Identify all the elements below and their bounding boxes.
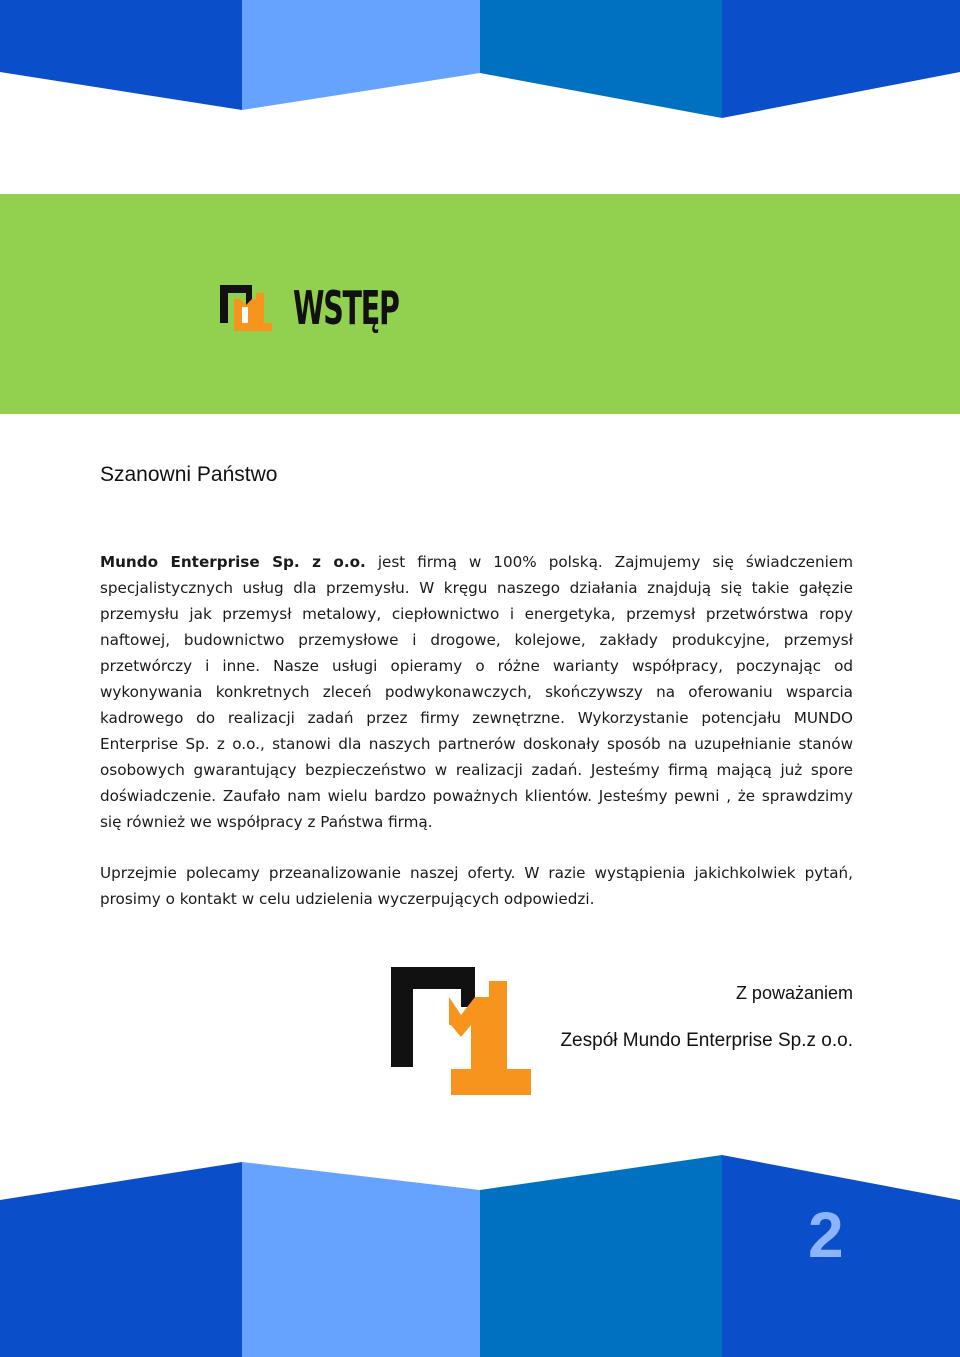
top-decorative-band <box>0 0 960 150</box>
main-paragraph-text: jest firmą w 100% polską. Zajmujemy się świadczeniem specjalistycznych usług dla przemysłu. W kręgu naszego działania znajdują się takie gałęzie przemysłu jak przemysł metalowy, ciepłownictwo i energetyka, przemysł przetwórstwa ropy naftowej, budownictwo przemysłowe i drogowe, kolejowe, zakłady produkcyjne, przemysł przetwórczy i inne. Nasze usługi opieramy o różne warianty współpracy, poczynając od wykonywania konkretnych zleceń podwykonawczych, skończywszy na oferowaniu wsparcia kadrowego do realizacji zadań przez firmy zewnętrzne. Wykorzystanie potencjału MUNDO Enterprise Sp. z o.o., stanowi dla naszych partnerów doskonały sposób na uzupełnianie stanów osobowych gwarantujący bezpieczeństwo w realizacji zadań. Jesteśmy firmą mającą już spore doświadczenie. Zaufało nam wielu bardzo poważnych klientów. Jesteśmy pewni , że sprawdzimy się również we współpracy z Państwa firmą. <box>100 553 853 831</box>
company-logo-large-icon <box>391 967 531 1095</box>
bottom-band-left-segment <box>0 1162 242 1357</box>
letter-closing: Z poważaniem <box>735 983 853 1003</box>
bottom-band-center-right-segment <box>480 1155 722 1357</box>
top-band-left-segment <box>0 0 242 110</box>
letter-main-paragraph <box>100 549 853 835</box>
top-band-center-left-segment <box>242 0 480 110</box>
top-band-center-right-segment <box>480 0 722 118</box>
section-title: WSTĘP <box>293 281 399 335</box>
letter-signature: Zespół Mundo Enterprise Sp.z o.o. <box>560 1030 853 1051</box>
letter-salutation: Szanowni Państwo <box>100 463 278 486</box>
green-header-block <box>0 194 960 414</box>
page-number: 2 <box>808 1199 844 1271</box>
company-name: Mundo Enterprise Sp. z o.o. <box>100 553 366 571</box>
company-logo-icon <box>220 285 272 331</box>
top-band-right-segment <box>722 0 960 118</box>
letter-secondary-paragraph: Uprzejmie polecamy przeanalizowanie naszej oferty. W razie wystąpienia jakichkolwiek pytań, prosimy o kontakt w celu udzielenia wyczerpujących odpowiedzi. <box>100 864 853 908</box>
bottom-band-center-left-segment <box>242 1162 480 1357</box>
